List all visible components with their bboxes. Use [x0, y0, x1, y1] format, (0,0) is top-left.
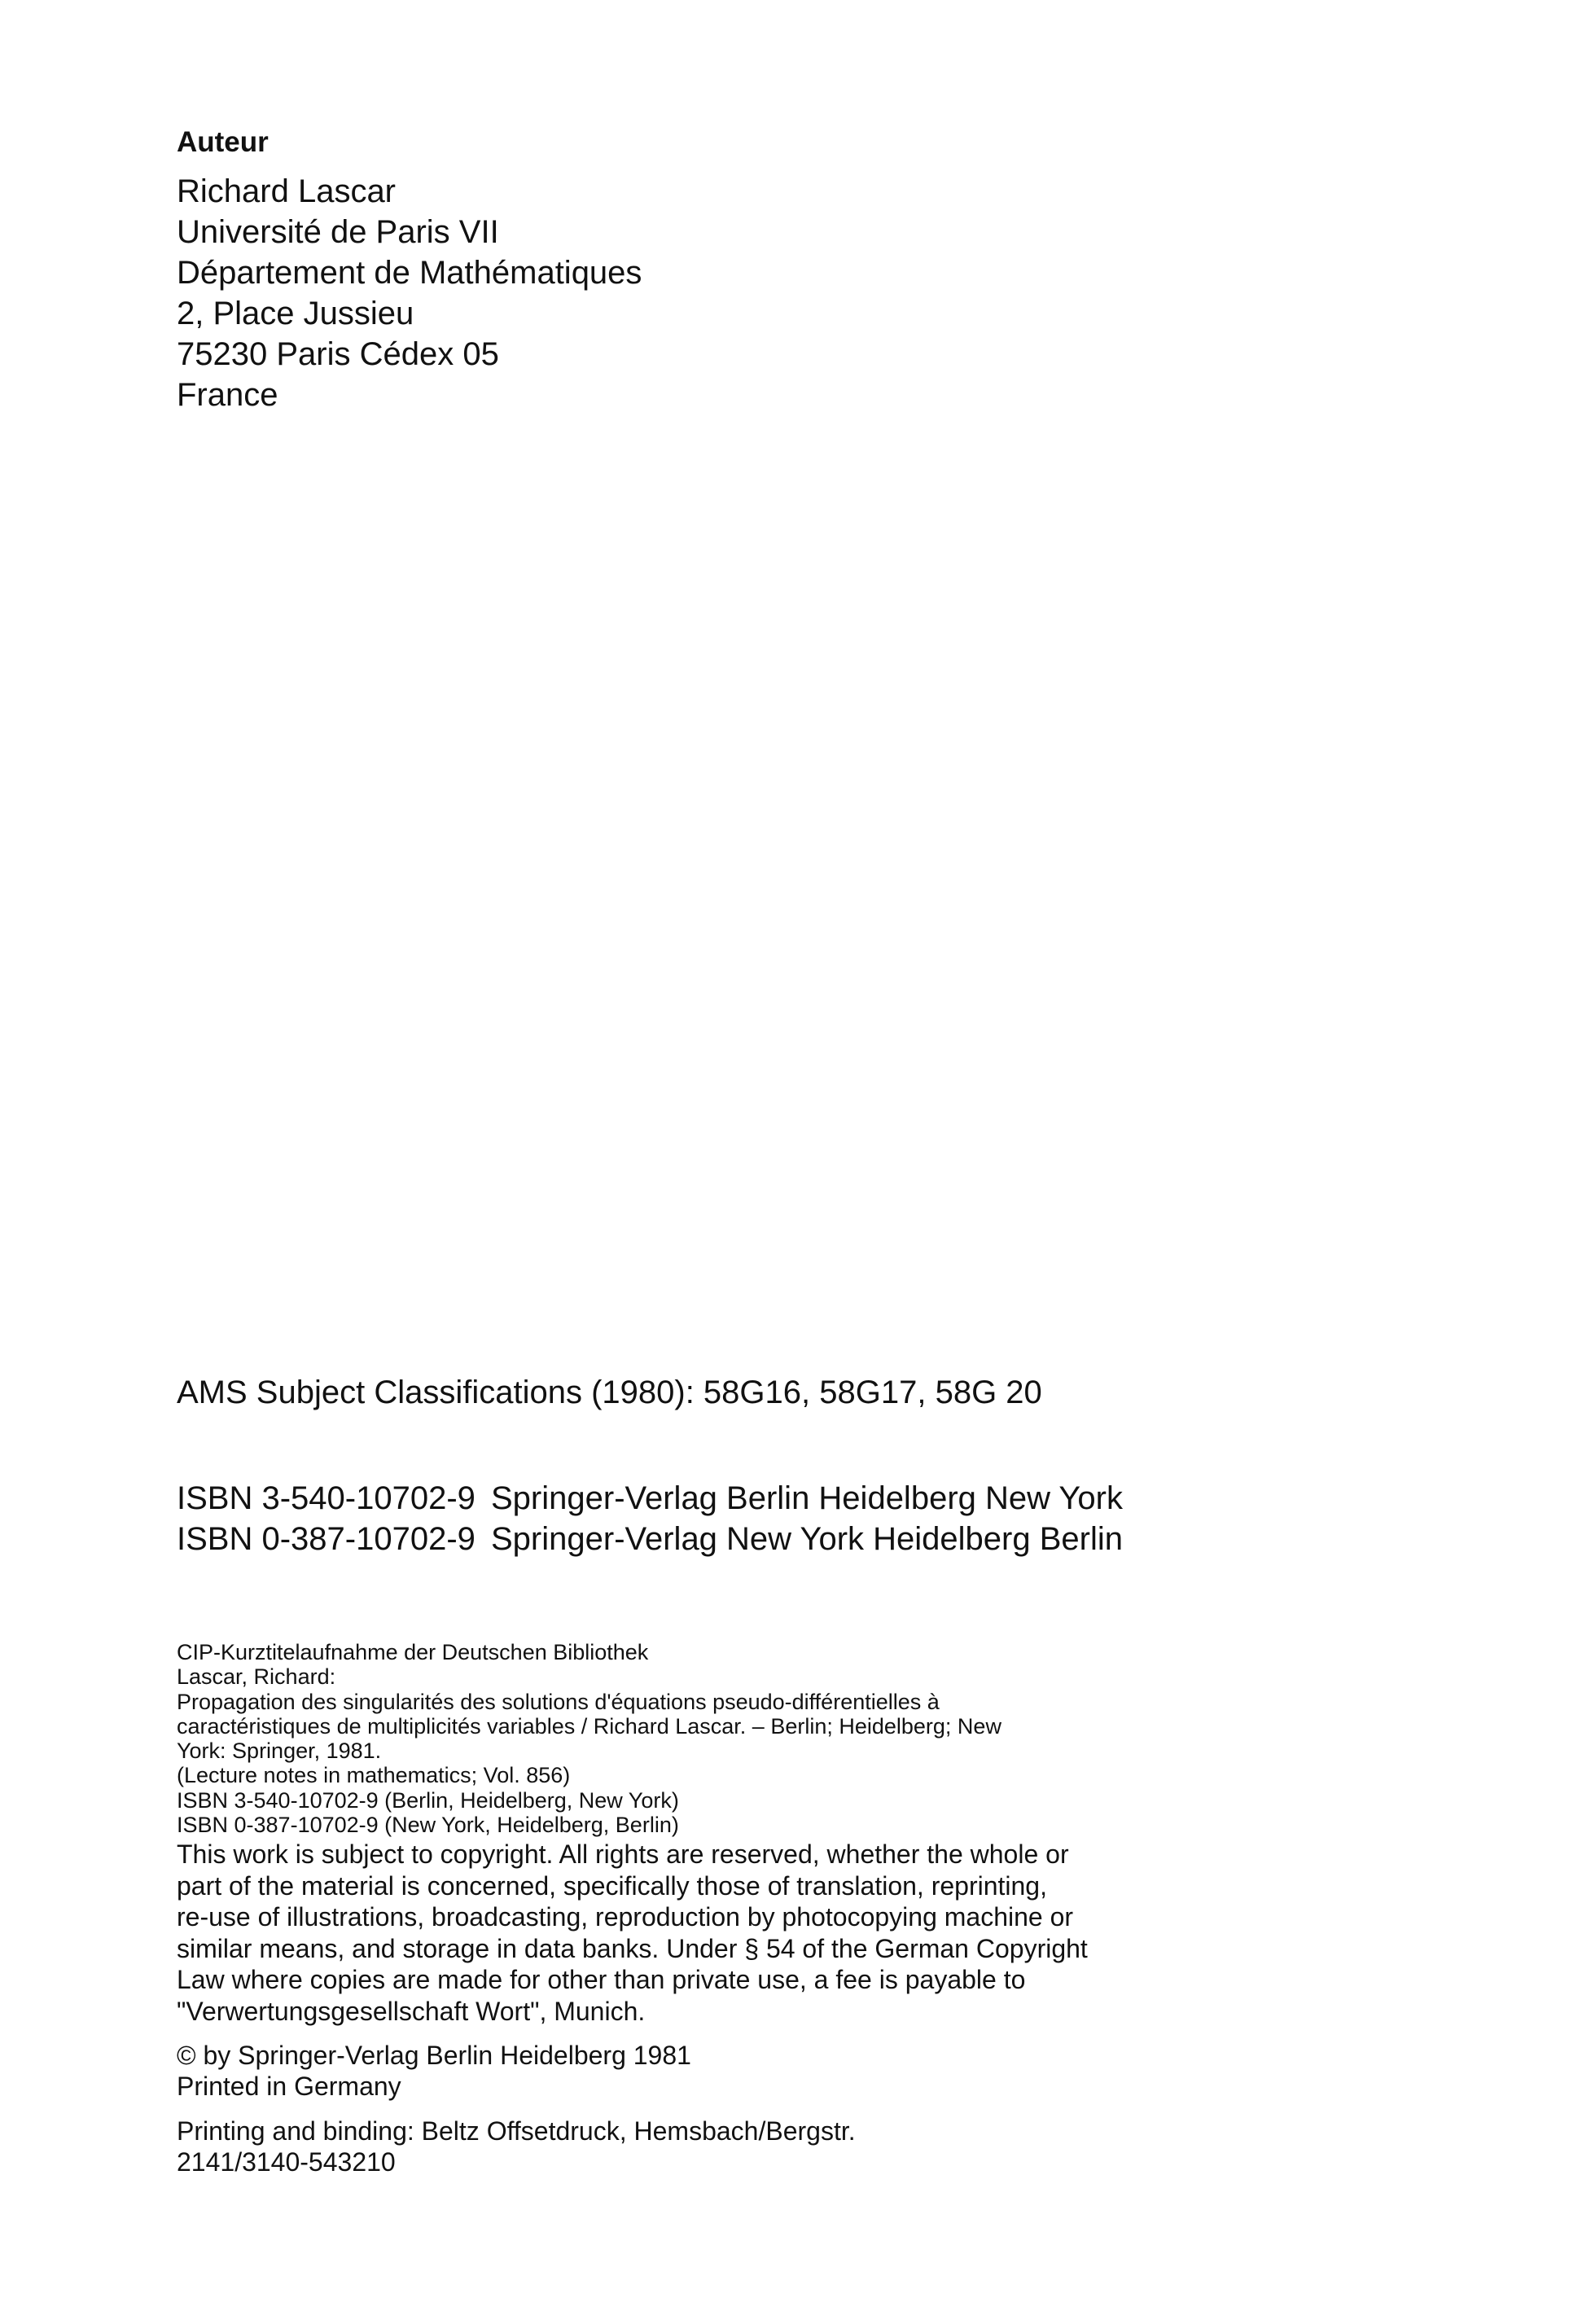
- author-address: [177, 171, 642, 415]
- cip-line: York: Springer, 1981.: [177, 1739, 382, 1764]
- copyright-line: "Verwertungsgesellschaft Wort", Munich.: [177, 1996, 646, 2026]
- isbn-number: ISBN 3-540-10702-9: [177, 1480, 476, 1516]
- printer-line: 2141/3140-543210: [177, 2147, 396, 2177]
- copyright-line: similar means, and storage in data banks. Under § 54 of the German Copyright: [177, 1933, 1088, 1963]
- address-line: France: [177, 377, 278, 413]
- cip-line: ISBN 3-540-10702-9 (Berlin, Heidelberg, New York): [177, 1787, 679, 1813]
- copyright-line: This work is subject to copyright. All rights are reserved, whether the whole or: [177, 1839, 1069, 1869]
- isbn-publisher: Springer-Verlag Berlin Heidelberg New York: [491, 1480, 1123, 1516]
- author-section: [177, 122, 642, 415]
- printer-line: Printing and binding: Beltz Offsetdruck, Hemsbach/Bergstr.: [177, 2116, 856, 2146]
- cip-line: ISBN 0-387-10702-9 (New York, Heidelberg, Berlin): [177, 1813, 679, 1838]
- address-line: Richard Lascar: [177, 173, 397, 209]
- copyright-line: Law where copies are made for other than private use, a fee is payable to: [177, 1965, 1026, 1994]
- cip-line: (Lecture notes in mathematics; Vol. 856): [177, 1763, 571, 1788]
- isbn-publisher: Springer-Verlag New York Heidelberg Berlin: [491, 1521, 1123, 1557]
- imprint-line: © by Springer-Verlag Berlin Heidelberg 1981: [177, 2041, 691, 2070]
- cip-line: CIP-Kurztitelaufnahme der Deutschen Bibliothek: [177, 1640, 649, 1664]
- ams-classification-section: [177, 1372, 1042, 1413]
- imprint-section: [177, 2040, 691, 2102]
- isbn-line: [177, 1519, 1123, 1559]
- isbn-number: ISBN 0-387-10702-9: [177, 1521, 476, 1557]
- address-line: Département de Mathématiques: [177, 255, 642, 291]
- cip-record: [177, 1640, 1001, 1837]
- address-line: 2, Place Jussieu: [177, 296, 414, 331]
- copyright-line: part of the material is concerned, specifically those of translation, reprinting,: [177, 1870, 1047, 1901]
- address-line: Université de Paris VII: [177, 214, 499, 250]
- isbn-section: [177, 1478, 1123, 1559]
- author-heading: Auteur: [177, 126, 269, 158]
- cip-line: Lascar, Richard:: [177, 1664, 336, 1690]
- copyright-line: re-use of illustrations, broadcasting, reproduction by photocopying machine or: [177, 1902, 1074, 1932]
- ams-classification: AMS Subject Classifications (1980): 58G16, 58G17, 58G 20: [177, 1375, 1042, 1410]
- imprint-line: Printed in Germany: [177, 2072, 401, 2101]
- printer-section: [177, 2116, 856, 2177]
- isbn-line: [177, 1478, 1123, 1519]
- cip-line: caractéristiques de multiplicités variables / Richard Lascar. – Berlin; Heidelberg; New: [177, 1713, 1001, 1739]
- copyright-notice: [177, 1839, 1088, 2027]
- cip-line: Propagation des singularités des solutions d'équations pseudo-différentielles à: [177, 1689, 940, 1714]
- address-line: 75230 Paris Cédex 05: [177, 336, 499, 372]
